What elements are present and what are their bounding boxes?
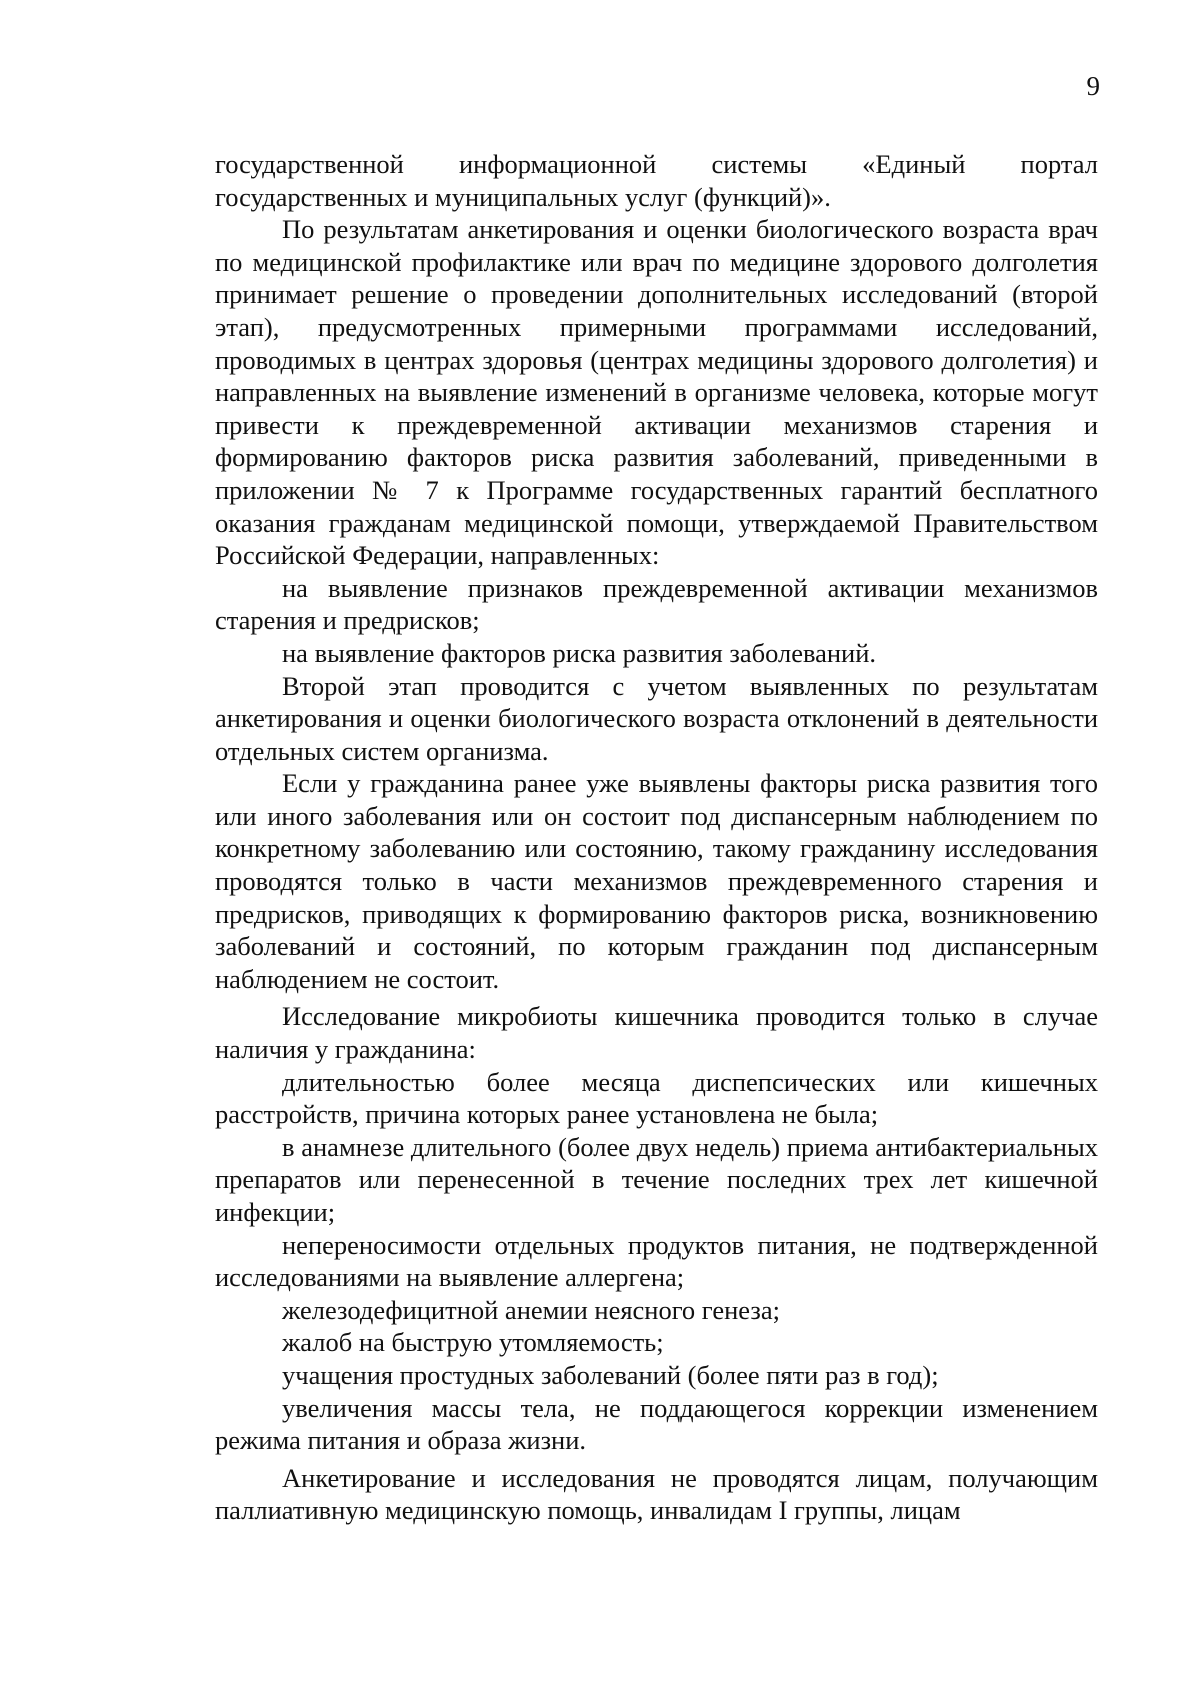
- list-item-aging-signs: на выявление признаков преждевременной активации механизмов старения и предрисков;: [215, 572, 1098, 636]
- document-body: [215, 148, 1098, 1527]
- list-item-colds: учащения простудных заболеваний (более пяти раз в год);: [282, 1359, 939, 1390]
- paragraph-second-stage-conduct: Второй этап проводится с учетом выявленных по результатам анкетирования и оценки биологического возраста отклонений в деятельности отдельных систем организма.: [215, 670, 1098, 766]
- list-item-antibiotics: в анамнезе длительного (более двух недель) приема антибактериальных препаратов или перенесенной в течение последних трех лет кишечной инфекции;: [215, 1131, 1098, 1227]
- paragraph-exclusions: Анкетирование и исследования не проводятся лицам, получающим паллиативную медицинскую помощь, инвалидам I группы, лицам: [215, 1462, 1098, 1526]
- paragraph-second-stage-decision: По результатам анкетирования и оценки биологического возраста врач по медицинской профилактике или врач по медицине здорового долголетия принимает решение о проведении дополнительных исследований (второй этап), предусмотренных примерными программами исследований, проводимых в центрах здоровья (центрах медицины здорового долголетия) и направленных на выявление изменений в организме человека, которые могут привести к преждевременной активации механизмов старения и формированию факторов риска развития заболеваний, приведенными в приложении № 7 к Программе государственных гарантий бесплатного оказания гражданам медицинской помощи, утверждаемой Правительством Российской Федерации, направленных:: [215, 214, 1098, 571]
- list-item-weight-gain: увеличения массы тела, не поддающегося коррекции изменением режима питания и образа жизни.: [215, 1392, 1098, 1456]
- paragraph-existing-risk-factors: Если у гражданина ранее уже выявлены факторы риска развития того или иного заболевания или он состоит под диспансерным наблюдением по конкретному заболеванию или состоянию, такому гражданину исследования проводятся только в части механизмов преждевременного старения и предрисков, приводящих к формированию факторов риска, возникновению заболеваний и состояний, по которым гражданин под диспансерным наблюдением не состоит.: [215, 768, 1098, 994]
- list-item-risk-factors: на выявление факторов риска развития заболеваний.: [282, 637, 877, 668]
- paragraph-continuation: государственной информационной системы «Единый портал государственных и муниципальных услуг (функций)».: [215, 149, 1098, 212]
- page-number: 9: [1086, 71, 1100, 101]
- list-item-dyspepsia: длительностью более месяца диспепсических или кишечных расстройств, причина которых ранее установлена не была;: [215, 1066, 1098, 1130]
- list-item-food-intolerance: непереносимости отдельных продуктов питания, не подтвержденной исследованиями на выявление аллергена;: [215, 1229, 1098, 1293]
- list-item-fatigue: жалоб на быструю утомляемость;: [282, 1327, 664, 1358]
- list-item-anemia: железодефицитной анемии неясного генеза;: [282, 1294, 780, 1325]
- paragraph-microbiota-study: Исследование микробиоты кишечника проводится только в случае наличия у гражданина:: [215, 1001, 1098, 1065]
